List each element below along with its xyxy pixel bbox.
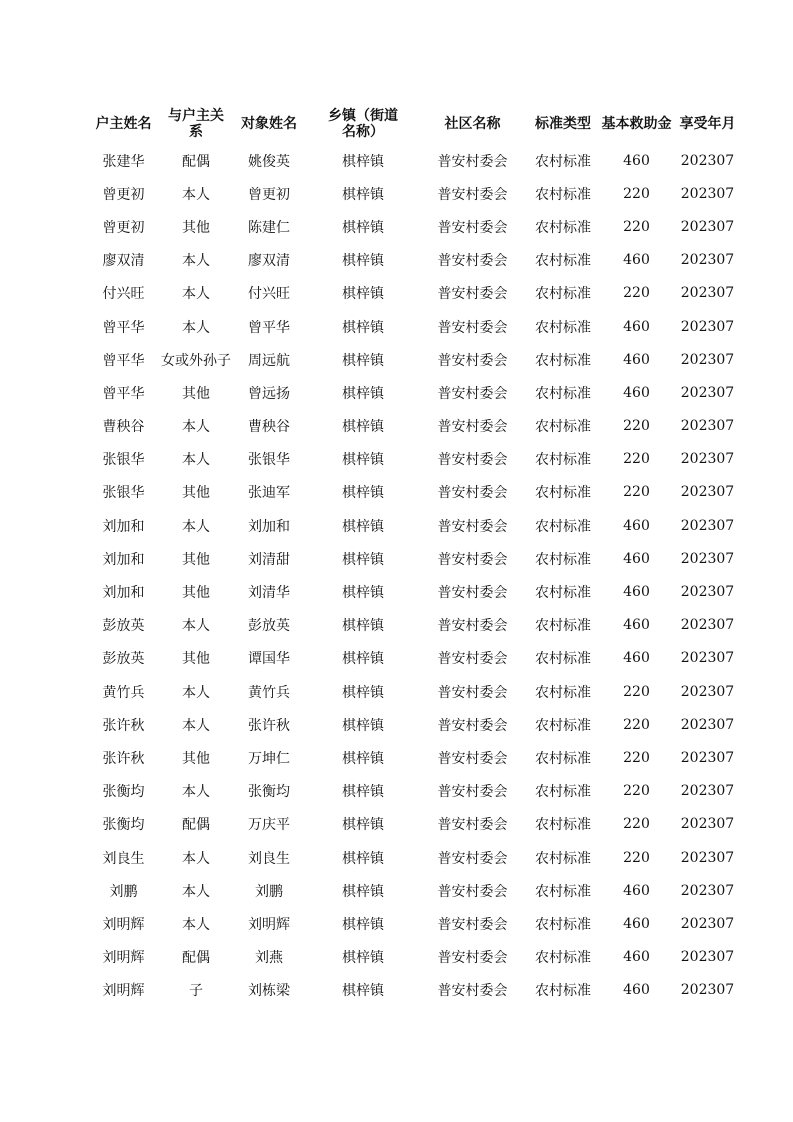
- table-row: [86, 675, 742, 708]
- cell-benefit-month: 202307: [680, 849, 735, 866]
- cell-relief-amount: 220: [623, 816, 650, 833]
- cell-standard-type: 农村标准: [535, 585, 591, 602]
- cell-benefit-month: 202307: [680, 285, 735, 302]
- cell-benefit-month: 202307: [680, 915, 735, 932]
- cell-benefit-month: 202307: [680, 451, 735, 468]
- cell-householder-name: 刘鹏: [109, 883, 138, 900]
- cell-recipient-name: 曾远扬: [248, 385, 290, 402]
- relief-roster-table: [86, 104, 742, 1007]
- cell-relief-amount: 460: [623, 318, 650, 335]
- cell-township: 棋梓镇: [342, 717, 384, 734]
- cell-relation: 其他: [182, 485, 210, 502]
- cell-householder-name: 刘加和: [102, 585, 145, 602]
- table-row: [86, 542, 742, 575]
- cell-householder-name: 张银华: [102, 485, 145, 502]
- cell-householder-name: 彭放英: [102, 651, 145, 668]
- cell-community: 普安村委会: [437, 784, 508, 801]
- cell-relief-amount: 460: [623, 152, 650, 169]
- cell-township: 棋梓镇: [342, 585, 384, 602]
- cell-benefit-month: 202307: [680, 185, 735, 202]
- cell-benefit-month: 202307: [680, 783, 735, 800]
- cell-township: 棋梓镇: [342, 750, 384, 767]
- cell-benefit-month: 202307: [680, 584, 735, 601]
- cell-community: 普安村委会: [437, 219, 508, 236]
- cell-householder-name: 曾更初: [102, 186, 145, 203]
- cell-township: 棋梓镇: [342, 618, 384, 635]
- table-row: [86, 775, 742, 808]
- cell-recipient-name: 张许秋: [248, 717, 290, 734]
- cell-recipient-name: 曾更初: [248, 186, 290, 203]
- table-row: [86, 343, 742, 376]
- cell-community: 普安村委会: [437, 750, 508, 767]
- cell-benefit-month: 202307: [680, 716, 735, 733]
- cell-relief-amount: 220: [623, 218, 650, 235]
- cell-relation: 其他: [182, 385, 210, 402]
- cell-householder-name: 张许秋: [102, 717, 145, 734]
- cell-township: 棋梓镇: [342, 186, 384, 203]
- header-community: 社区名称: [444, 116, 501, 132]
- cell-community: 普安村委会: [437, 385, 508, 402]
- cell-community: 普安村委会: [437, 684, 508, 701]
- cell-standard-type: 农村标准: [535, 950, 591, 967]
- cell-community: 普安村委会: [437, 518, 508, 535]
- cell-relief-amount: 220: [623, 285, 650, 302]
- cell-township: 棋梓镇: [342, 319, 384, 336]
- cell-community: 普安村委会: [437, 651, 508, 668]
- cell-community: 普安村委会: [437, 452, 508, 469]
- table-row: [86, 974, 742, 1007]
- cell-benefit-month: 202307: [680, 351, 735, 368]
- cell-relief-amount: 460: [623, 550, 650, 567]
- cell-township: 棋梓镇: [342, 518, 384, 535]
- cell-recipient-name: 万庆平: [248, 817, 290, 834]
- cell-township: 棋梓镇: [342, 385, 384, 402]
- cell-relief-amount: 220: [623, 418, 650, 435]
- cell-recipient-name: 刘加和: [248, 518, 290, 535]
- cell-relation: 其他: [182, 651, 210, 668]
- table-row: [86, 310, 742, 343]
- cell-standard-type: 农村标准: [535, 153, 591, 170]
- cell-householder-name: 刘明辉: [102, 983, 145, 1000]
- cell-relief-amount: 460: [623, 351, 650, 368]
- cell-township: 棋梓镇: [342, 983, 384, 1000]
- cell-householder-name: 张许秋: [102, 750, 145, 767]
- cell-relief-amount: 220: [623, 716, 650, 733]
- cell-standard-type: 农村标准: [535, 717, 591, 734]
- cell-standard-type: 农村标准: [535, 618, 591, 635]
- cell-community: 普安村委会: [437, 916, 508, 933]
- header-relation-to-householder: 与户主关系: [168, 108, 224, 140]
- cell-township: 棋梓镇: [342, 352, 384, 369]
- header-row: [86, 104, 742, 144]
- cell-relation: 其他: [182, 585, 210, 602]
- cell-relation: 配偶: [182, 950, 210, 967]
- cell-recipient-name: 张衡均: [248, 784, 290, 801]
- cell-recipient-name: 张迪军: [248, 485, 290, 502]
- cell-township: 棋梓镇: [342, 916, 384, 933]
- cell-community: 普安村委会: [437, 485, 508, 502]
- cell-community: 普安村委会: [437, 817, 508, 834]
- cell-township: 棋梓镇: [342, 219, 384, 236]
- cell-householder-name: 张衡均: [102, 817, 145, 834]
- cell-community: 普安村委会: [437, 186, 508, 203]
- cell-recipient-name: 刘清华: [248, 585, 290, 602]
- cell-householder-name: 张建华: [102, 153, 145, 170]
- cell-relief-amount: 460: [623, 584, 650, 601]
- cell-recipient-name: 彭放英: [248, 618, 290, 635]
- table-row: [86, 410, 742, 443]
- table-row: [86, 376, 742, 409]
- cell-standard-type: 农村标准: [535, 850, 591, 867]
- header-benefit-month: 享受年月: [679, 116, 736, 132]
- table-row: [86, 609, 742, 642]
- header-township: 乡镇（街道名称）: [328, 108, 398, 140]
- cell-standard-type: 农村标准: [535, 352, 591, 369]
- table-row: [86, 509, 742, 542]
- cell-recipient-name: 周远航: [248, 352, 290, 369]
- cell-township: 棋梓镇: [342, 784, 384, 801]
- header-basic-relief-amount: 基本救助金: [601, 116, 672, 132]
- cell-community: 普安村委会: [437, 153, 508, 170]
- cell-relief-amount: 460: [623, 949, 650, 966]
- table-header: [86, 104, 742, 144]
- cell-relation: 本人: [182, 518, 210, 535]
- cell-community: 普安村委会: [437, 883, 508, 900]
- cell-benefit-month: 202307: [680, 949, 735, 966]
- cell-recipient-name: 廖双清: [248, 253, 290, 270]
- cell-relation: 本人: [182, 717, 210, 734]
- cell-relief-amount: 220: [623, 451, 650, 468]
- cell-relief-amount: 460: [623, 384, 650, 401]
- cell-township: 棋梓镇: [342, 551, 384, 568]
- cell-standard-type: 农村标准: [535, 319, 591, 336]
- cell-benefit-month: 202307: [680, 418, 735, 435]
- cell-relation: 其他: [182, 551, 210, 568]
- cell-relation: 其他: [182, 750, 210, 767]
- cell-township: 棋梓镇: [342, 153, 384, 170]
- cell-relation: 本人: [182, 419, 210, 436]
- table-row: [86, 841, 742, 874]
- cell-relation: 配偶: [182, 153, 210, 170]
- cell-standard-type: 农村标准: [535, 286, 591, 303]
- cell-community: 普安村委会: [437, 419, 508, 436]
- cell-recipient-name: 曹秧谷: [248, 419, 290, 436]
- cell-standard-type: 农村标准: [535, 518, 591, 535]
- cell-recipient-name: 刘良生: [248, 850, 290, 867]
- cell-relation: 本人: [182, 286, 210, 303]
- cell-recipient-name: 刘鹏: [255, 883, 283, 900]
- cell-benefit-month: 202307: [680, 650, 735, 667]
- cell-benefit-month: 202307: [680, 252, 735, 269]
- cell-benefit-month: 202307: [680, 882, 735, 899]
- cell-recipient-name: 姚俊英: [248, 153, 290, 170]
- cell-standard-type: 农村标准: [535, 916, 591, 933]
- cell-standard-type: 农村标准: [535, 983, 591, 1000]
- cell-standard-type: 农村标准: [535, 219, 591, 236]
- cell-benefit-month: 202307: [680, 318, 735, 335]
- cell-community: 普安村委会: [437, 585, 508, 602]
- cell-recipient-name: 黄竹兵: [248, 684, 290, 701]
- cell-standard-type: 农村标准: [535, 651, 591, 668]
- cell-relief-amount: 220: [623, 849, 650, 866]
- table-row: [86, 177, 742, 210]
- cell-relation: 本人: [182, 253, 210, 270]
- header-recipient-name: 对象姓名: [241, 116, 297, 132]
- cell-recipient-name: 刘明辉: [248, 916, 290, 933]
- cell-householder-name: 曾平华: [102, 319, 145, 336]
- cell-township: 棋梓镇: [342, 883, 384, 900]
- cell-standard-type: 农村标准: [535, 385, 591, 402]
- cell-township: 棋梓镇: [342, 950, 384, 967]
- cell-community: 普安村委会: [437, 551, 508, 568]
- cell-township: 棋梓镇: [342, 485, 384, 502]
- cell-benefit-month: 202307: [680, 218, 735, 235]
- table-row: [86, 476, 742, 509]
- cell-township: 棋梓镇: [342, 817, 384, 834]
- cell-householder-name: 廖双清: [102, 253, 145, 270]
- cell-community: 普安村委会: [437, 286, 508, 303]
- cell-relief-amount: 220: [623, 185, 650, 202]
- table-row: [86, 808, 742, 841]
- cell-relief-amount: 460: [623, 882, 650, 899]
- cell-relief-amount: 460: [623, 252, 650, 269]
- cell-relief-amount: 220: [623, 484, 650, 501]
- cell-standard-type: 农村标准: [535, 419, 591, 436]
- cell-recipient-name: 刘清甜: [248, 551, 290, 568]
- cell-township: 棋梓镇: [342, 850, 384, 867]
- cell-recipient-name: 陈建仁: [248, 219, 290, 236]
- cell-recipient-name: 刘燕: [255, 950, 283, 967]
- cell-benefit-month: 202307: [680, 816, 735, 833]
- cell-township: 棋梓镇: [342, 419, 384, 436]
- cell-relation: 其他: [182, 219, 210, 236]
- cell-relation: 本人: [182, 684, 210, 701]
- cell-community: 普安村委会: [437, 352, 508, 369]
- cell-township: 棋梓镇: [342, 651, 384, 668]
- cell-recipient-name: 付兴旺: [248, 286, 290, 303]
- cell-relief-amount: 220: [623, 783, 650, 800]
- cell-recipient-name: 谭国华: [248, 651, 290, 668]
- cell-benefit-month: 202307: [680, 550, 735, 567]
- cell-relation: 本人: [182, 883, 210, 900]
- cell-relation: 本人: [182, 319, 210, 336]
- cell-relief-amount: 460: [623, 650, 650, 667]
- cell-relation: 女或外孙子: [161, 352, 231, 369]
- cell-benefit-month: 202307: [680, 982, 735, 999]
- cell-householder-name: 黄竹兵: [102, 684, 145, 701]
- cell-householder-name: 曾更初: [102, 219, 145, 236]
- cell-benefit-month: 202307: [680, 683, 735, 700]
- cell-householder-name: 刘加和: [102, 518, 145, 535]
- cell-community: 普安村委会: [437, 618, 508, 635]
- cell-relation: 子: [189, 983, 203, 1000]
- cell-householder-name: 彭放英: [102, 618, 145, 635]
- table-row: [86, 277, 742, 310]
- cell-community: 普安村委会: [437, 983, 508, 1000]
- cell-householder-name: 付兴旺: [102, 286, 145, 303]
- cell-relief-amount: 460: [623, 617, 650, 634]
- cell-community: 普安村委会: [437, 850, 508, 867]
- table-row: [86, 941, 742, 974]
- cell-recipient-name: 张银华: [248, 452, 290, 469]
- cell-benefit-month: 202307: [680, 617, 735, 634]
- cell-relation: 本人: [182, 186, 210, 203]
- cell-standard-type: 农村标准: [535, 452, 591, 469]
- cell-householder-name: 张银华: [102, 452, 145, 469]
- cell-householder-name: 曾平华: [102, 352, 145, 369]
- cell-relation: 配偶: [182, 817, 210, 834]
- cell-township: 棋梓镇: [342, 286, 384, 303]
- cell-relation: 本人: [182, 850, 210, 867]
- cell-householder-name: 刘明辉: [102, 916, 145, 933]
- cell-benefit-month: 202307: [680, 517, 735, 534]
- cell-community: 普安村委会: [437, 717, 508, 734]
- cell-benefit-month: 202307: [680, 749, 735, 766]
- cell-relation: 本人: [182, 784, 210, 801]
- cell-community: 普安村委会: [437, 950, 508, 967]
- cell-relief-amount: 220: [623, 749, 650, 766]
- cell-recipient-name: 万坤仁: [248, 750, 290, 767]
- cell-householder-name: 张衡均: [102, 784, 145, 801]
- cell-standard-type: 农村标准: [535, 551, 591, 568]
- cell-township: 棋梓镇: [342, 253, 384, 270]
- header-householder-name: 户主姓名: [95, 116, 152, 132]
- cell-township: 棋梓镇: [342, 684, 384, 701]
- cell-householder-name: 曹秧谷: [102, 419, 145, 436]
- cell-benefit-month: 202307: [680, 484, 735, 501]
- table-row: [86, 210, 742, 243]
- cell-standard-type: 农村标准: [535, 883, 591, 900]
- cell-standard-type: 农村标准: [535, 750, 591, 767]
- cell-relief-amount: 460: [623, 915, 650, 932]
- cell-householder-name: 刘加和: [102, 551, 145, 568]
- cell-householder-name: 刘良生: [102, 850, 145, 867]
- cell-community: 普安村委会: [437, 253, 508, 270]
- cell-community: 普安村委会: [437, 319, 508, 336]
- cell-township: 棋梓镇: [342, 452, 384, 469]
- cell-benefit-month: 202307: [680, 152, 735, 169]
- table-row: [86, 575, 742, 608]
- table-row: [86, 244, 742, 277]
- cell-recipient-name: 刘栋梁: [248, 983, 290, 1000]
- cell-standard-type: 农村标准: [535, 817, 591, 834]
- table-row: [86, 907, 742, 940]
- cell-recipient-name: 曾平华: [248, 319, 290, 336]
- cell-householder-name: 曾平华: [102, 385, 145, 402]
- cell-standard-type: 农村标准: [535, 784, 591, 801]
- cell-standard-type: 农村标准: [535, 684, 591, 701]
- cell-relief-amount: 460: [623, 982, 650, 999]
- table-row: [86, 874, 742, 907]
- cell-relation: 本人: [182, 916, 210, 933]
- cell-relief-amount: 460: [623, 517, 650, 534]
- cell-relief-amount: 220: [623, 683, 650, 700]
- cell-standard-type: 农村标准: [535, 186, 591, 203]
- cell-relation: 本人: [182, 452, 210, 469]
- cell-standard-type: 农村标准: [535, 485, 591, 502]
- table-row: [86, 741, 742, 774]
- table-body: [86, 144, 742, 1007]
- cell-householder-name: 刘明辉: [102, 950, 145, 967]
- cell-relation: 本人: [182, 618, 210, 635]
- table-row: [86, 443, 742, 476]
- table-row: [86, 642, 742, 675]
- table-row: [86, 708, 742, 741]
- table-row: [86, 144, 742, 177]
- header-standard-type: 标准类型: [535, 116, 591, 132]
- cell-standard-type: 农村标准: [535, 253, 591, 270]
- cell-benefit-month: 202307: [680, 384, 735, 401]
